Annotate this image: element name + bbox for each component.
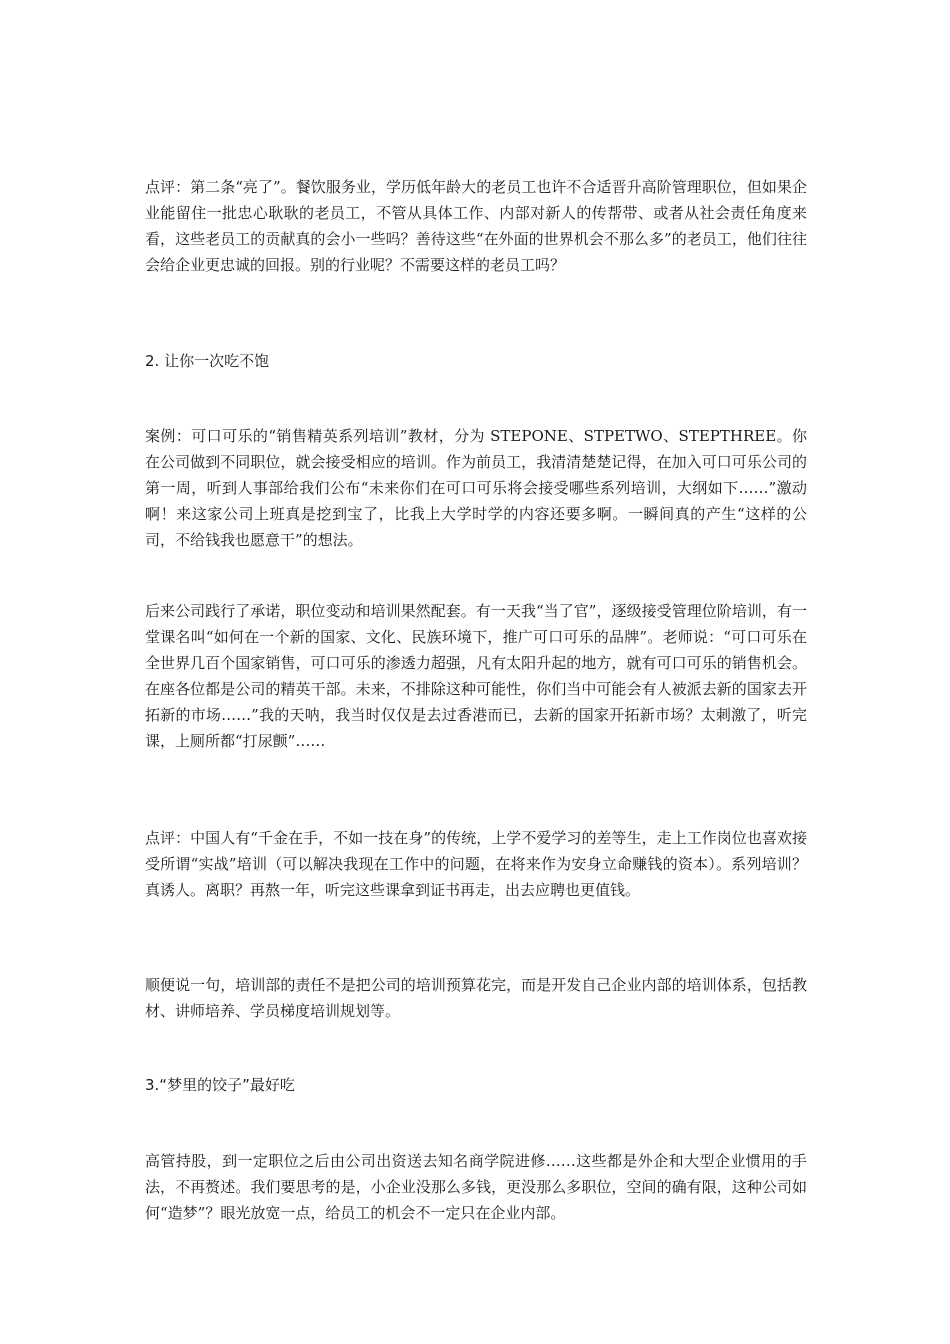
- section-heading-2: 2. 让你一次吃不饱: [145, 352, 270, 370]
- comment-paragraph-2: 点评：中国人有“千金在手，不如一技在身”的传统，上学不爱学习的差等生，走上工作岗位也喜欢接受所谓“实战”培训（可以解决我现在工作中的问题，在将来作为安身立命赚钱的资本）。系列培训？真诱人。离职？再熬一年，听完这些课拿到证书再走，出去应聘也更值钱。: [145, 829, 807, 899]
- case-paragraph: 案例：可口可乐的“销售精英系列培训”教材，分为 STEPONE、STPETWO、STEPTHREE。你在公司做到不同职位，就会接受相应的培训。作为前员工，我清清楚楚记得，在加入可口可乐公司的第一周，听到人事部给我们公布“未来你们在可口可乐将会接受哪些系列培训，大纲如下……”激动啊！来这家公司上班真是挖到宝了，比我上大学时学的内容还要多啊。一瞬间真的产生“这样的公司，不给钱我也愿意干”的想法。: [145, 427, 807, 549]
- final-paragraph: 高管持股，到一定职位之后由公司出资送去知名商学院进修……这些都是外企和大型企业惯用的手法，不再赘述。我们要思考的是，小企业没那么多钱，更没那么多职位，空间的确有限，这种公司如何“造梦”？眼光放宽一点，给员工的机会不一定只在企业内部。: [145, 1152, 807, 1222]
- comment-paragraph-1: 点评：第二条“亮了”。餐饮服务业，学历低年龄大的老员工也许不合适晋升高阶管理职位，但如果企业能留住一批忠心耿耿的老员工，不管从具体工作、内部对新人的传帮带、或者从社会责任角度来看，这些老员工的贡献真的会小一些吗？善待这些“在外面的世界机会不那么多”的老员工，他们往往会给企业更忠诚的回报。别的行业呢？不需要这样的老员工吗？: [145, 178, 807, 274]
- note-paragraph: 顺便说一句，培训部的责任不是把公司的培训预算花完，而是开发自己企业内部的培训体系，包括教材、讲师培养、学员梯度培训规划等。: [145, 976, 807, 1020]
- story-paragraph: 后来公司践行了承诺，职位变动和培训果然配套。有一天我“当了官”，逐级接受管理位阶培训，有一堂课名叫“如何在一个新的国家、文化、民族环境下，推广可口可乐的品牌”。老师说：“可口可乐在全世界几百个国家销售，可口可乐的渗透力超强，凡有太阳升起的地方，就有可口可乐的销售机会。在座各位都是公司的精英干部。未来，不排除这种可能性，你们当中可能会有人被派去新的国家去开拓新的市场……”我的天呐，我当时仅仅是去过香港而已，去新的国家开拓新市场？太刺激了，听完课，上厕所都“打尿颤”……: [145, 602, 807, 750]
- section-heading-3: 3.“梦里的饺子”最好吃: [145, 1076, 295, 1094]
